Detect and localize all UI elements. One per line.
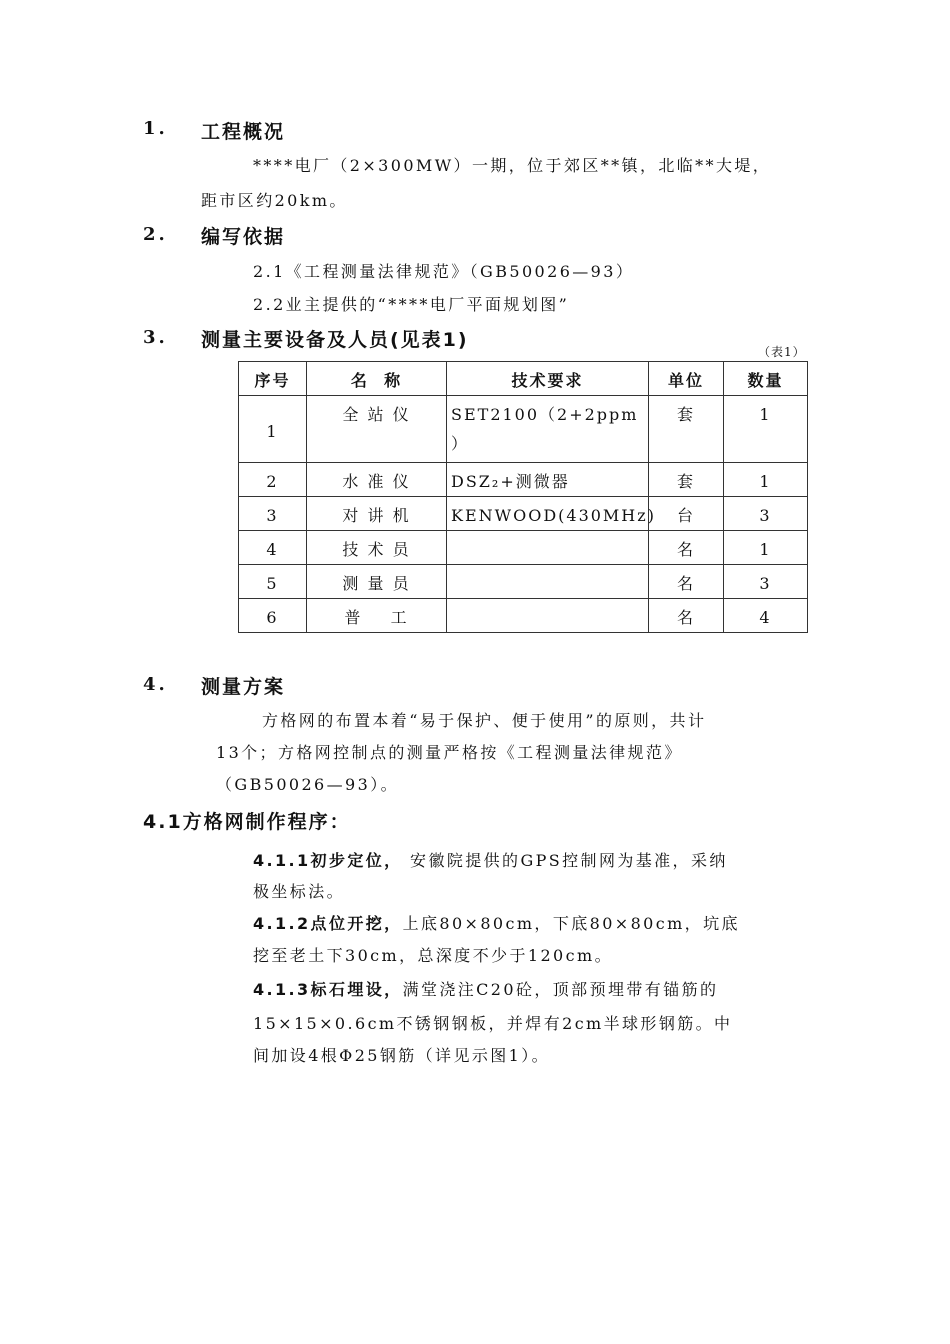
cell-requirement-line-2: ） <box>451 434 470 453</box>
table-header-row <box>239 362 808 396</box>
step-3-line-2: 15×15×0.6cm不锈钢钢板，并焊有2cm半球形钢筋。中 <box>253 1014 733 1033</box>
cell-requirement <box>447 396 649 463</box>
cell-requirement <box>447 531 649 565</box>
cell-quantity: 1 <box>724 463 808 497</box>
cell-unit: 名 <box>649 565 724 599</box>
section-1-line-1: ****电厂（2×300MW）一期，位于郊区**镇，北临**大堤， <box>253 156 772 175</box>
table-row <box>239 599 808 633</box>
cell-quantity: 4 <box>724 599 808 633</box>
header-requirement: 技术要求 <box>447 362 649 396</box>
section-1-title: 工程概况 <box>201 121 286 143</box>
step-3-text: 满堂浇注C20砼，顶部预埋带有锚筋的 <box>402 980 719 999</box>
section-2-title: 编写依据 <box>201 226 286 248</box>
table-row <box>239 463 808 497</box>
header-unit: 单位 <box>649 362 724 396</box>
cell-quantity: 1 <box>724 396 808 463</box>
step-2-label: 4.1.2点位开挖， <box>253 914 403 933</box>
cell-name: 技 术 员 <box>307 531 447 565</box>
cell-requirement: KENWOOD(430MHz) <box>447 497 649 531</box>
header-quantity: 数量 <box>724 362 808 396</box>
cell-name: 测 量 员 <box>307 565 447 599</box>
cell-name: 对 讲 机 <box>307 497 447 531</box>
section-4-para-line-2: 13个；方格网控制点的测量严格按《工程测量法律规范》 <box>216 743 683 762</box>
cell-unit: 名 <box>649 531 724 565</box>
cell-no: 5 <box>239 565 307 599</box>
cell-requirement <box>447 565 649 599</box>
cell-unit: 套 <box>649 396 724 463</box>
cell-no: 6 <box>239 599 307 633</box>
header-no: 序号 <box>239 362 307 396</box>
table-caption: （表1） <box>758 345 806 359</box>
cell-unit: 名 <box>649 599 724 633</box>
step-1-text: 安徽院提供的GPS控制网为基准，采纳 <box>402 851 728 870</box>
step-2-text: 上底80×80cm，下底80×80cm，坑底 <box>402 914 740 933</box>
step-1-label: 4.1.1初步定位， <box>253 851 403 870</box>
step-3-label: 4.1.3标石埋设， <box>253 980 403 999</box>
section-3-title: 测量主要设备及人员(见表1) <box>201 329 469 351</box>
step-3-line-3: 间加设4根Φ25钢筋（详见示图1）。 <box>253 1046 551 1065</box>
step-2-line-2: 挖至老土下30cm，总深度不少于120cm。 <box>253 946 613 965</box>
step-2-line-1 <box>253 911 740 934</box>
step-3-line-1 <box>253 977 718 1000</box>
cell-name: 普 工 <box>307 599 447 633</box>
cell-name: 水 准 仪 <box>307 463 447 497</box>
cell-requirement: DSZ₂+测微器 <box>447 463 649 497</box>
header-name: 名 称 <box>307 362 447 396</box>
cell-no: 1 <box>239 396 307 463</box>
section-4-number: 4. <box>143 674 168 695</box>
section-4-para-line-3: （GB50026—93）。 <box>216 775 399 794</box>
cell-quantity: 1 <box>724 531 808 565</box>
cell-no: 2 <box>239 463 307 497</box>
table-row <box>239 531 808 565</box>
section-3-number: 3. <box>143 327 168 348</box>
cell-no: 3 <box>239 497 307 531</box>
cell-unit: 套 <box>649 463 724 497</box>
section-4-1-title: 4.1方格网制作程序： <box>143 811 351 833</box>
section-4-title: 测量方案 <box>201 676 286 698</box>
table-row <box>239 497 808 531</box>
cell-unit: 台 <box>649 497 724 531</box>
table-row <box>239 565 808 599</box>
reference-2: 2.2业主提供的“****电厂平面规划图” <box>253 295 570 314</box>
reference-1: 2.1《工程测量法律规范》（GB50026—93） <box>253 262 635 281</box>
step-1-line-1 <box>253 848 728 871</box>
section-2-number: 2. <box>143 224 168 245</box>
section-4-para-line-1: 方格网的布置本着“易于保护、便于使用”的原则，共计 <box>262 711 707 730</box>
table-row <box>239 396 808 463</box>
section-1-line-2: 距市区约20km。 <box>201 191 348 210</box>
cell-requirement <box>447 599 649 633</box>
section-1-number: 1. <box>143 118 168 139</box>
step-1-line-2: 极坐标法。 <box>253 882 346 901</box>
cell-quantity: 3 <box>724 497 808 531</box>
cell-name: 全 站 仪 <box>307 396 447 463</box>
cell-no: 4 <box>239 531 307 565</box>
equipment-table <box>238 361 808 633</box>
cell-requirement-line-1: SET2100（2+2ppm <box>451 405 639 424</box>
cell-quantity: 3 <box>724 565 808 599</box>
